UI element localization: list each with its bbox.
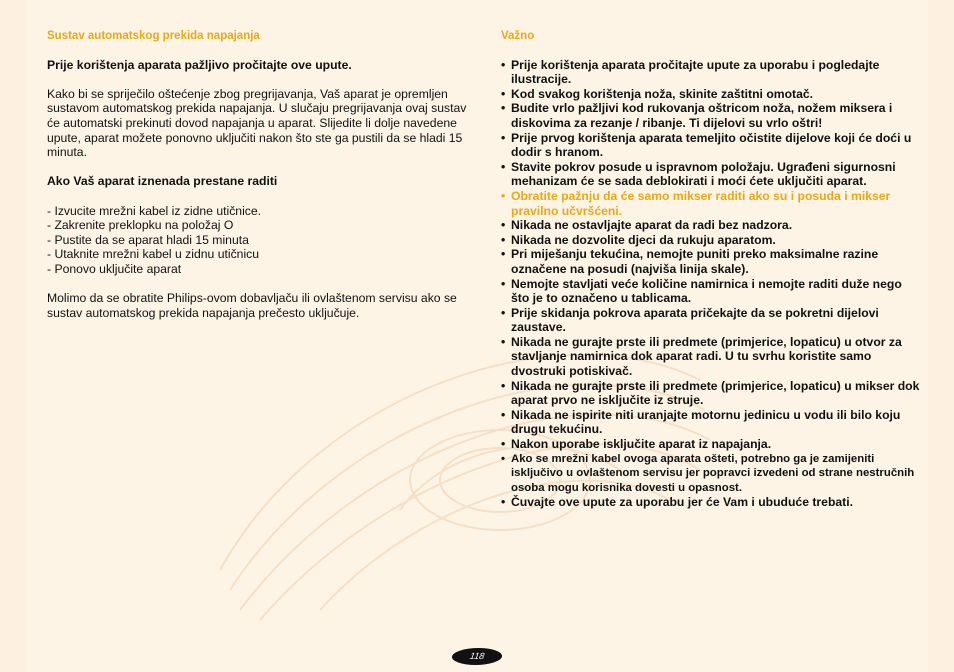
safety-item-highlighted: • Obratite pažnju da će samo mikser raditi ako su i posuda i mikser pravilno učvršćeni.	[501, 188, 891, 218]
step-item: - Zakrenite preklopku na položaj O	[47, 218, 234, 233]
bullet-icon: •	[501, 452, 505, 465]
step-item: - Ponovo uključite aparat	[47, 261, 182, 276]
safety-item: • Prije prvog korištenja aparata temeljito očistite dijelove koji će doći u dodir s hranom.	[501, 130, 912, 160]
bullet-icon: •	[501, 407, 506, 422]
step-item: - Izvucite mrežni kabel iz zidne utičnice.	[47, 203, 262, 218]
bullet-icon: •	[501, 247, 506, 262]
bullet-icon: •	[501, 218, 506, 233]
bullet-icon: •	[501, 159, 506, 174]
safety-item: • Prije skidanja pokrova aparata pričekajte da se pokretni dijelovi zaustave.	[501, 305, 879, 335]
step-item: - Utaknite mrežni kabel u zidnu utičnicu	[47, 247, 260, 262]
bullet-icon: •	[501, 334, 506, 349]
page-number: 118	[451, 648, 504, 665]
auto-shutoff-description: Kako bi se spriječilo oštećenje zbog pregrijavanja, Vaš aparat je opremljen sustavom automatskog prekida napajanja. U slučaju pregrijavanja ovaj sustav će automatski prekinuti dovod napajanja u aparat. Slijedite li dolje navedene upute, aparat možete ponovno uključiti nakon što ste ga pustili da se hladi 15 minuta.	[47, 86, 467, 160]
safety-item: • Kod svakog korištenja noža, skinite zaštitni omotač.	[501, 86, 814, 101]
bullet-icon: •	[501, 437, 506, 452]
bullet-icon: •	[501, 378, 506, 393]
bullet-icon: •	[501, 57, 506, 72]
safety-item: • Nikada ne dozvolite djeci da rukuju aparatom.	[501, 232, 776, 247]
safety-item: • Nikada ne ispirite niti uranjajte motornu jedinicu u vodu ili bilo koju drugu tekućinu.	[501, 407, 901, 437]
safety-item: • Budite vrlo pažljivi kod rukovanja oštricom noža, nožem miksera i diskovima za rezanje / ribanje. Ti dijelovi su vrlo oštri!	[501, 101, 893, 130]
step-item: - Pustite da se aparat hladi 15 minuta	[47, 232, 249, 247]
bullet-icon: •	[501, 101, 506, 116]
safety-item: • Stavite pokrov posude u ispravnom položaju. Ugrađeni sigurnosni mehanizam će se sada deblokirati i moći ćete uključiti aparat.	[501, 159, 896, 189]
safety-item: • Ako se mrežni kabel ovoga aparata ošteti, potrebno ga je zamijeniti isključivo u ovlaštenom servisu jer popravci izvedeni od strane nestručnih osoba mogu korisnika dovesti u opasnost.	[501, 452, 915, 494]
section-heading-auto-shutoff: Sustav automatskog prekida napajanja	[47, 30, 260, 42]
bullet-icon: •	[501, 495, 506, 510]
bullet-icon: •	[501, 86, 506, 101]
bullet-icon: •	[501, 232, 506, 247]
bullet-icon: •	[501, 130, 506, 145]
service-note: Molimo da se obratite Philips-ovom dobavljaču ili ovlaštenom servisu ako se sustav automatskog prekida napajanja prečesto uključuje.	[47, 291, 457, 320]
intro-instruction: Prije korištenja aparata pažljivo pročitajte ove upute.	[47, 57, 352, 72]
section-heading-important: Važno	[501, 30, 535, 42]
safety-item: • Nakon uporabe isključite aparat iz napajanja.	[501, 437, 772, 452]
bullet-icon: •	[501, 188, 506, 203]
bullet-icon: •	[501, 276, 506, 291]
safety-item: • Čuvajte ove upute za uporabu jer će Vam i ubuduće trebati.	[501, 495, 854, 510]
right-column	[501, 29, 921, 510]
safety-list	[501, 58, 921, 510]
safety-item: • Nikada ne gurajte prste ili predmete (primjerice, lopaticu) u otvor za stavljanje namirnica dok aparat radi. U tu svrhu koristite samo dvostruki potiskivač.	[501, 334, 902, 379]
safety-item: • Pri miješanju tekućina, nemojte puniti preko maksimalne razine označene na posudi (najviša linija skale).	[501, 247, 879, 276]
safety-item: • Nikada ne ostavljajte aparat da radi bez nadzora.	[501, 218, 793, 233]
bullet-icon: •	[501, 305, 506, 320]
safety-item: • Prije korištenja aparata pročitajte upute za uporabu i pogledajte ilustracije.	[501, 57, 880, 87]
safety-item: • Nemojte stavljati veće količine namirnica i nemojte raditi duže nego što je to označeno u tablicama.	[501, 276, 902, 306]
safety-item: • Nikada ne gurajte prste ili predmete (primjerice, lopaticu) u mikser dok aparat prvo ne isključite iz struje.	[501, 378, 920, 408]
left-column	[47, 29, 467, 335]
steps-list	[47, 204, 467, 277]
subheading-stops-working: Ako Vaš aparat iznenada prestane raditi	[47, 174, 278, 189]
